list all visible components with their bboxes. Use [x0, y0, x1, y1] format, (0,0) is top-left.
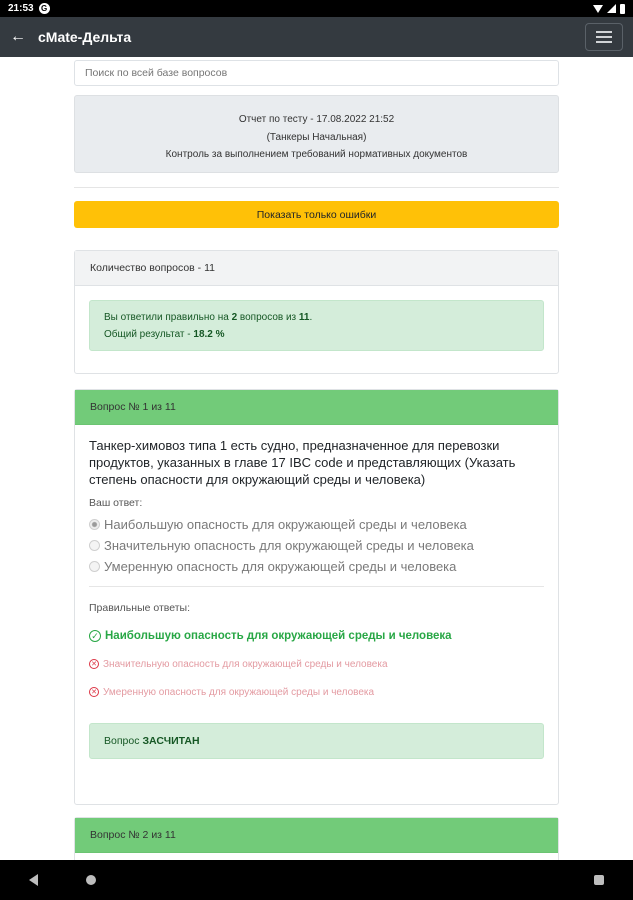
- answer-option[interactable]: Значительную опасность для окружающей среды и человека: [89, 535, 544, 556]
- hamburger-menu-button[interactable]: [585, 23, 623, 51]
- summary-result-line: Общий результат - 18.2 %: [104, 329, 225, 340]
- your-answer-label: Ваш ответ:: [89, 497, 143, 509]
- status-bar: [0, 0, 633, 17]
- wifi-icon: [593, 5, 603, 13]
- test-report-box: [74, 95, 559, 173]
- nav-home-icon[interactable]: [86, 875, 96, 885]
- verdict-alert: Вопрос ЗАСЧИТАН: [89, 723, 544, 759]
- summary-card: [74, 250, 559, 374]
- divider: [74, 187, 559, 188]
- radio-icon[interactable]: [89, 540, 100, 551]
- search-input[interactable]: [74, 60, 559, 86]
- report-category: (Танкеры Начальная): [266, 131, 367, 143]
- radio-checked-icon[interactable]: [89, 519, 100, 530]
- battery-icon: [620, 4, 625, 14]
- check-circle-icon: ✓: [89, 630, 101, 642]
- x-circle-icon: ✕: [89, 687, 99, 697]
- answer-option[interactable]: Умеренную опасность для окружающей среды и человека: [89, 556, 544, 577]
- summary-alert: [89, 300, 544, 351]
- summary-header: Количество вопросов - 11: [75, 251, 558, 286]
- radio-icon[interactable]: [89, 561, 100, 572]
- wrong-answer: ✕ Значительную опасность для окружающей среды и человека: [75, 657, 558, 671]
- report-date: Отчет по тесту - 17.08.2022 21:52: [238, 114, 395, 125]
- hamburger-icon-line: [596, 41, 612, 43]
- answer-options: [75, 514, 558, 577]
- report-subject: Контроль за выполнением требований нормативных документов: [165, 149, 468, 160]
- status-time: 21:53: [8, 3, 34, 14]
- question-card: [74, 389, 559, 805]
- show-errors-only-button[interactable]: Показать только ошибки: [74, 201, 559, 228]
- answer-option[interactable]: Наибольшую опасность для окружающей среды и человека: [89, 514, 544, 535]
- main-content[interactable]: [0, 57, 633, 860]
- signal-icon: [607, 4, 616, 13]
- notification-icon: G: [39, 3, 50, 14]
- hamburger-icon-line: [596, 31, 612, 33]
- question-header: Вопрос № 1 из 11: [75, 390, 558, 425]
- app-bar: [0, 17, 633, 57]
- question-text: Танкер-химовоз типа 1 есть судно, предназначенное для перевозки продуктов, указанных в главе 17 IBC code и представляющих (Указать степень опасности для окружающий среды и человека): [89, 438, 516, 487]
- back-arrow-icon[interactable]: ←: [10, 28, 26, 45]
- hamburger-icon-line: [596, 36, 612, 38]
- nav-back-icon[interactable]: [29, 874, 38, 886]
- question-header: Вопрос № 2 из 11: [75, 818, 558, 853]
- system-nav-bar: [0, 860, 633, 900]
- nav-recents-icon[interactable]: [594, 875, 604, 885]
- app-title: cMate-Дельта: [38, 29, 132, 45]
- question-card: [74, 817, 559, 860]
- x-circle-icon: ✕: [89, 659, 99, 669]
- wrong-answer: ✕ Умеренную опасность для окружающей среды и человека: [75, 685, 558, 699]
- correct-answers-label: Правильные ответы:: [89, 602, 191, 614]
- correct-answer: ✓ Наибольшую опасность для окружающей среды и человека: [75, 628, 558, 644]
- summary-correct-line: Вы ответили правильно на 2 вопросов из 11.: [104, 312, 313, 323]
- status-icons: [593, 4, 625, 14]
